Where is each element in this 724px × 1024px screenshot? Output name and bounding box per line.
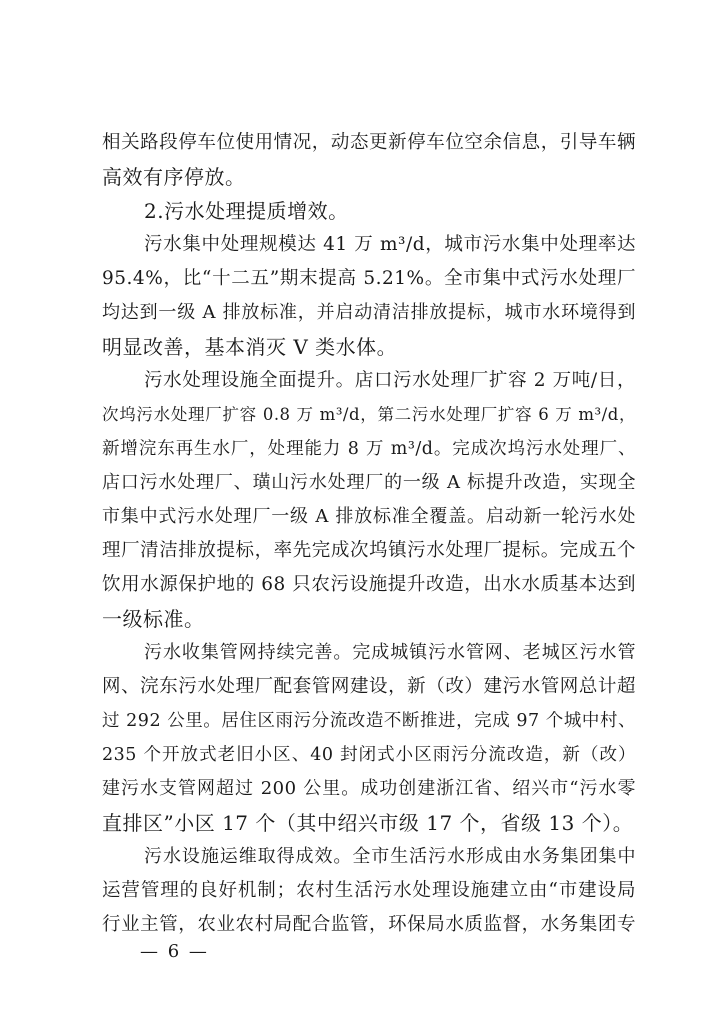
- text-line: 235 个开放式老旧小区、40 封闭式小区雨污分流改造，新（改）: [102, 745, 636, 765]
- text-line: 明显改善，基本消灭 V 类水体。: [102, 335, 398, 359]
- text-line: 过 292 公里。居住区雨污分流改造不断推进，完成 97 个城中村、: [102, 711, 636, 731]
- text-line: 店口污水处理厂、璜山污水处理厂的一级 A 标提升改造，实现全: [102, 472, 636, 493]
- text-line: 运营管理的良好机制；农村生活污水处理设施建立由“市建设局: [102, 880, 636, 901]
- text-line: 行业主管，农业农村局配合监管，环保局水质监督，水务集团专: [102, 914, 636, 935]
- text-line: 次坞污水处理厂扩容 0.8 万 m³/d，第二污水处理厂扩容 6 万 m³/d，: [102, 405, 636, 424]
- text-line: 污水收集管网持续完善。完成城镇污水管网、老城区污水管: [144, 642, 636, 663]
- text-line: 新增浣东再生水厂，处理能力 8 万 m³/d。完成次坞污水处理厂、: [102, 439, 636, 459]
- text-line: 建污水支管网超过 200 公里。成功创建浙江省、绍兴市“污水零: [102, 778, 636, 799]
- text-line: 理厂清洁排放提标，率先完成次坞镇污水处理厂提标。完成五个: [102, 540, 636, 561]
- section-heading: 2.污水处理提质增效。: [144, 199, 349, 223]
- text-line: 高效有序停放。: [102, 165, 246, 189]
- text-line: 一级标准。: [102, 607, 205, 631]
- text-line: 相关路段停车位使用情况，动态更新停车位空余信息，引导车辆: [102, 132, 636, 153]
- text-line: 饮用水源保护地的 68 只农污设施提升改造，出水水质基本达到: [102, 574, 636, 595]
- text-line: 污水集中处理规模达 41 万 m³/d，城市污水集中处理率达: [144, 234, 636, 255]
- text-line: 网、浣东污水处理厂配套管网建设，新（改）建污水管网总计超: [102, 676, 636, 697]
- text-line: 市集中式污水处理厂一级 A 排放标准全覆盖。启动新一轮污水处: [102, 506, 636, 527]
- text-line: 污水处理设施全面提升。店口污水处理厂扩容 2 万吨/日，: [144, 370, 636, 391]
- text-line: 95.4%，比“十二五”期末提高 5.21%。全市集中式污水处理厂: [102, 268, 636, 289]
- text-line: 均达到一级 A 排放标准，并启动清洁排放提标，城市水环境得到: [102, 302, 636, 323]
- body-text: [102, 126, 636, 942]
- text-line: 直排区”小区 17 个（其中绍兴市级 17 个，省级 13 个）。: [102, 811, 634, 835]
- page-number: — 6 —: [140, 941, 209, 962]
- text-line: 污水设施运维取得成效。全市生活污水形成由水务集团集中: [144, 846, 636, 867]
